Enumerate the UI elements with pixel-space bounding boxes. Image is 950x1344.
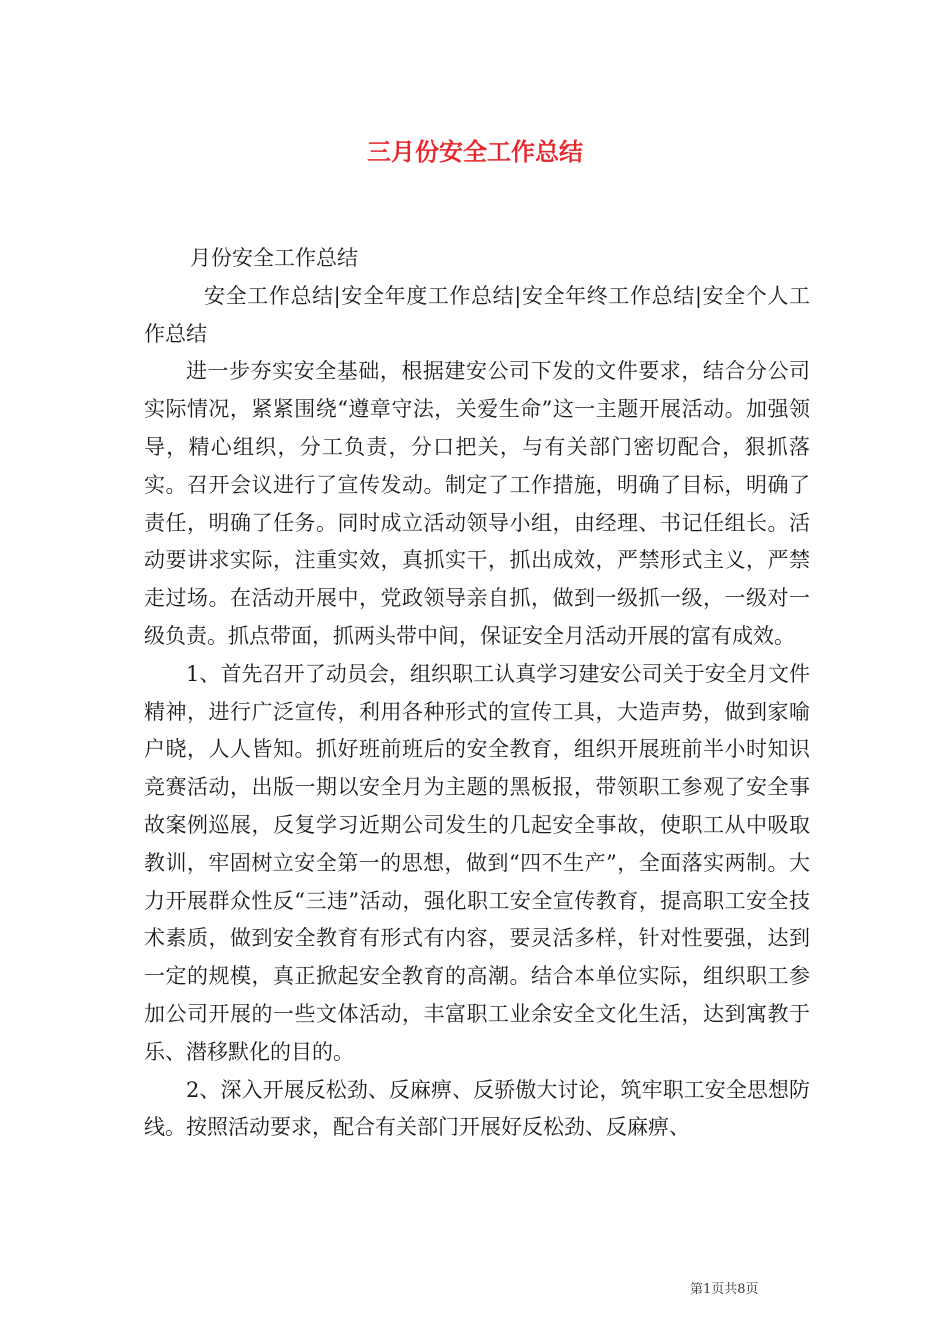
document-subtitle: 月份安全工作总结: [190, 246, 358, 270]
document-body: [144, 240, 810, 1147]
tags-line: 安全工作总结|安全年度工作总结|安全年终工作总结|安全个人工作总结: [144, 283, 810, 346]
page-number: 第1页共8页: [690, 1282, 759, 1297]
paragraph-intro: 进一步夯实安全基础，根据建安公司下发的文件要求，结合分公司实际情况，紧紧围绕“遵章守法，关爱生命”这一主题开展活动。加强领导，精心组织，分工负责，分口把关，与有关部门密切配合，狠抓落实。召开会议进行了宣传发动。制定了工作措施，明确了目标，明确了责任，明确了任务。同时成立活动领导小组，由经理、书记任组长。活动要讲求实际，注重实效，真抓实干，抓出成效，严禁形式主义，严禁走过场。在活动开展中，党政领导亲自抓，做到一级抓一级，一级对一级负责。抓点带面，抓两头带中间，保证安全月活动开展的富有成效。: [144, 359, 810, 648]
paragraph-item-1: 1、首先召开了动员会，组织职工认真学习建安公司关于安全月文件精神，进行广泛宣传，利用各种形式的宣传工具，大造声势，做到家喻户晓，人人皆知。抓好班前班后的安全教育，组织开展班前半小时知识竞赛活动，出版一期以安全月为主题的黑板报，带领职工参观了安全事故案例巡展，反复学习近期公司发生的几起安全事故，使职工从中吸取教训，牢固树立安全第一的思想，做到“四不生产”，全面落实两制。大力开展群众性反“三违”活动，强化职工安全宣传教育，提高职工安全技术素质，做到安全教育有形式有内容，要灵活多样，针对性要强，达到一定的规模，真正掀起安全教育的高潮。结合本单位实际，组织职工参加公司开展的一些文体活动，丰富职工业余安全文化生活，达到寓教于乐、潜移默化的目的。: [144, 661, 810, 1064]
paragraph-item-2: 2、深入开展反松劲、反麻痹、反骄傲大讨论，筑牢职工安全思想防线。按照活动要求，配合有关部门开展好反松劲、反麻痹、: [144, 1077, 810, 1140]
document-title: 三月份安全工作总结: [367, 137, 583, 166]
